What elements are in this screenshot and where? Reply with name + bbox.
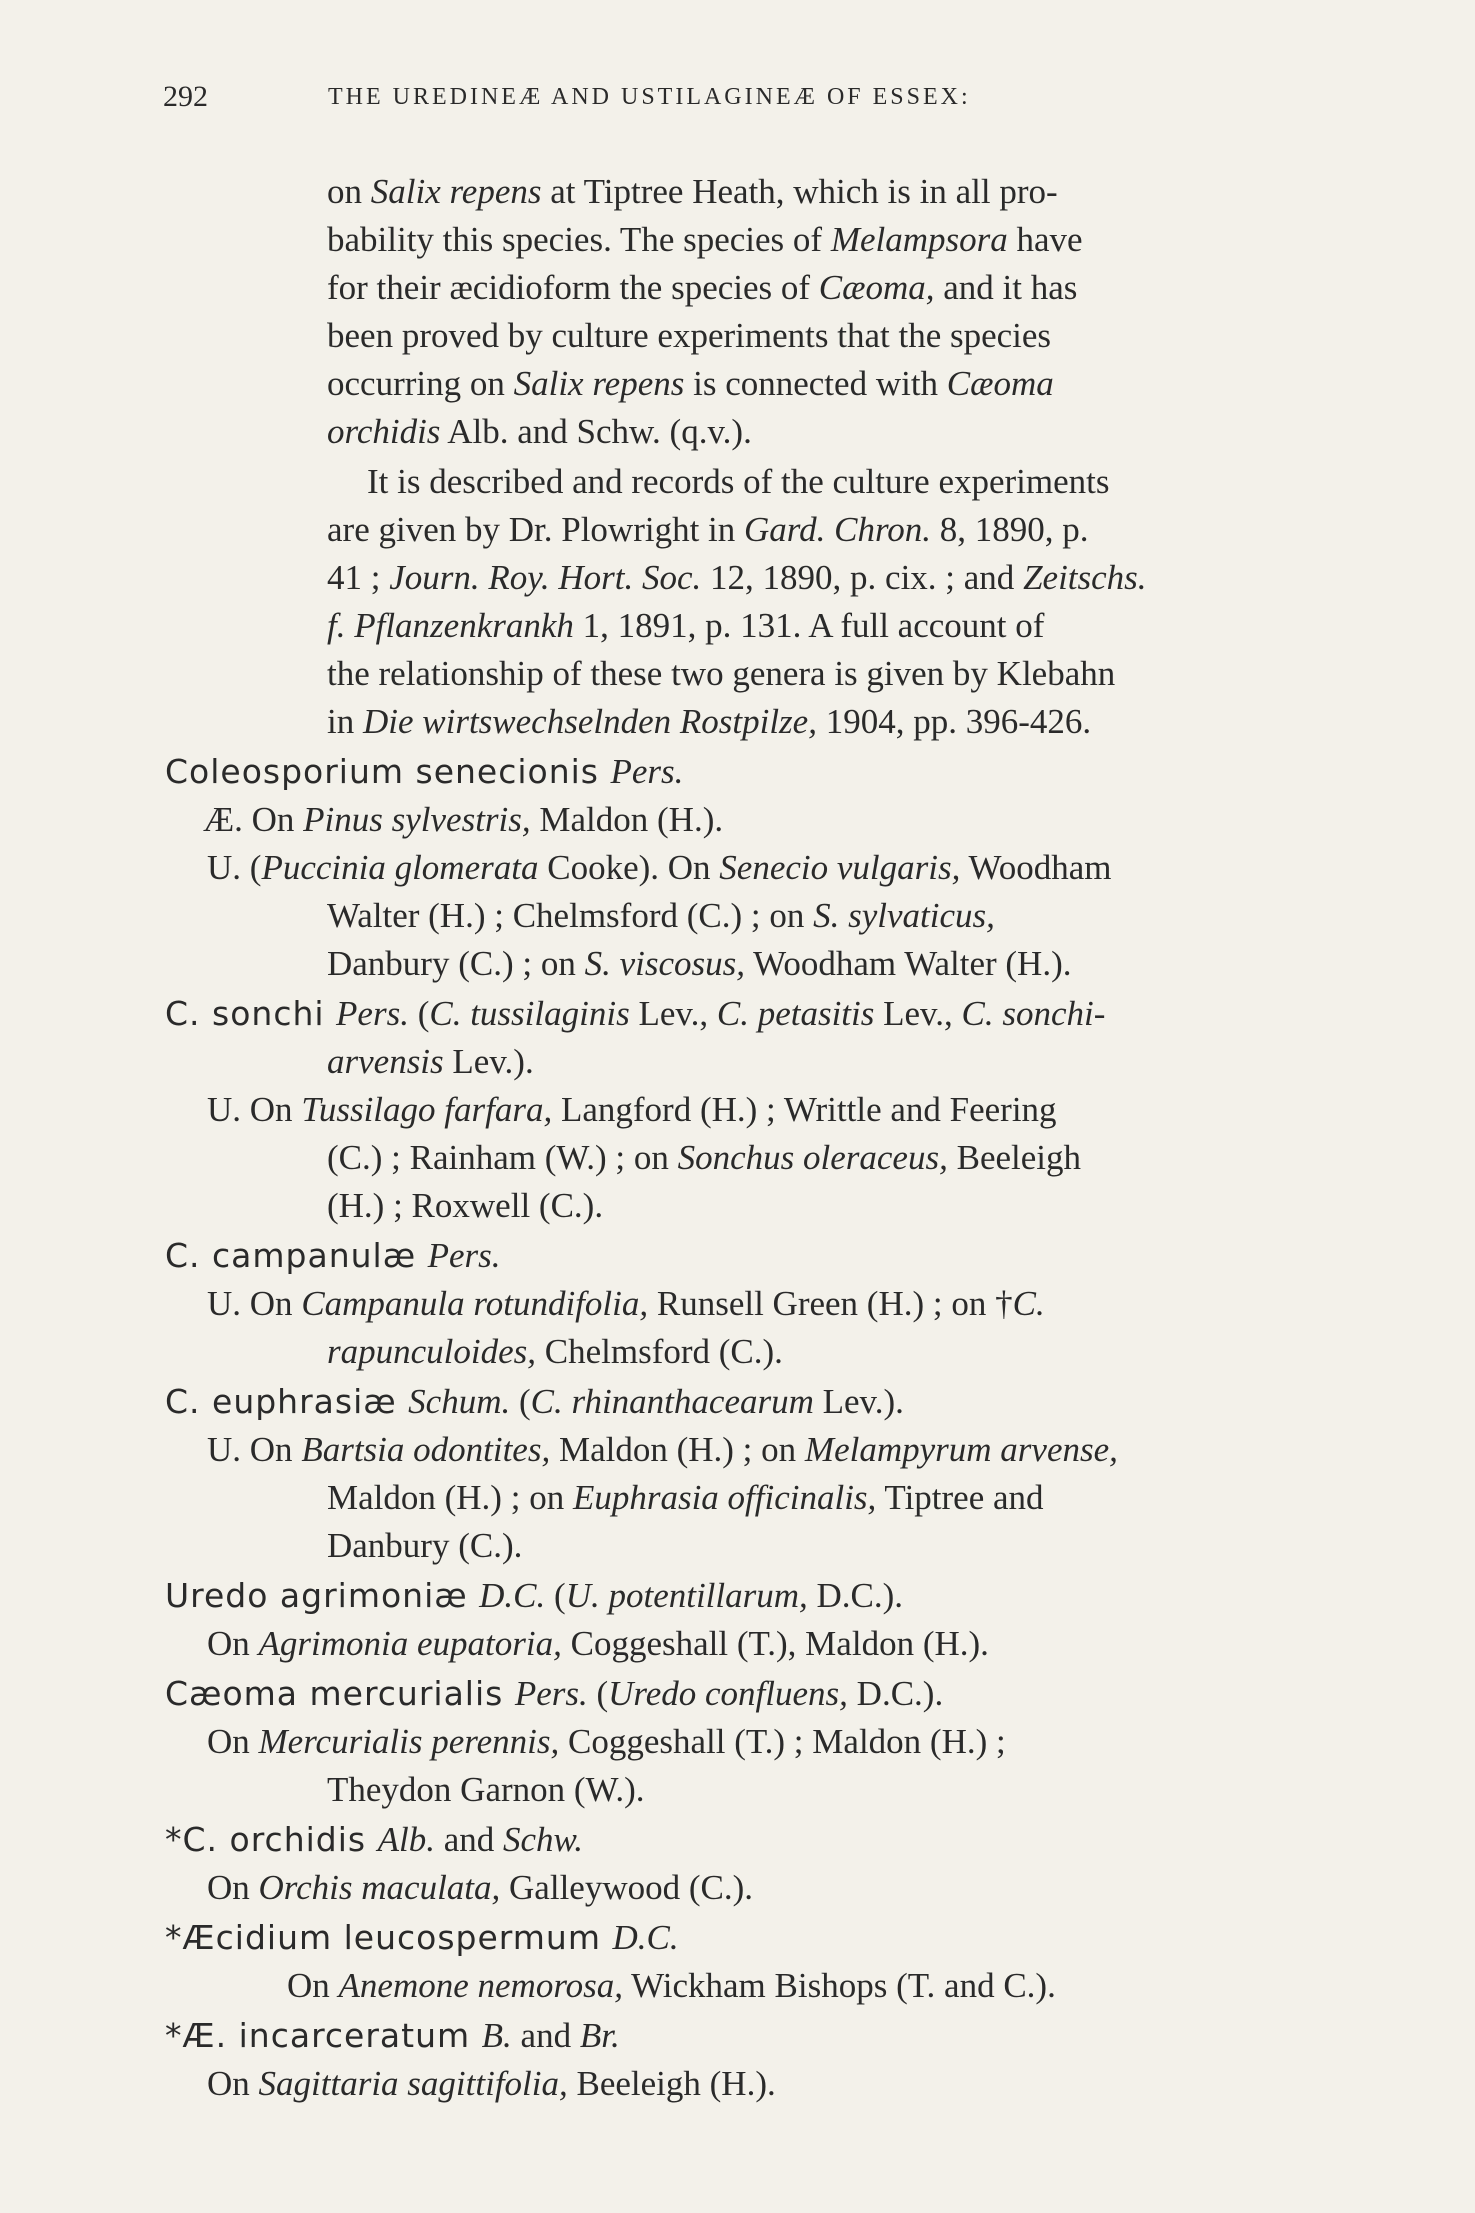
text-line: [165, 1572, 903, 1620]
italic-text: Pers.: [514, 1674, 588, 1713]
italic-text: S. viscosus,: [584, 944, 746, 983]
italic-text: Salix repens: [370, 172, 542, 211]
text-run: and: [434, 1820, 503, 1859]
italic-text: Die wirtswechselnden Rostpilze,: [362, 702, 817, 741]
text-run: 1904, pp. 396-426.: [816, 702, 1092, 741]
italic-text: arvensis: [327, 1042, 444, 1081]
italic-text: Cæoma,: [818, 268, 935, 307]
text-line: [327, 168, 1058, 216]
text-run: and it has: [934, 268, 1078, 307]
text-line: [327, 1328, 783, 1376]
text-run: Maldon (H.) ; on: [327, 1478, 573, 1517]
text-line: [165, 990, 1105, 1038]
text-run: are given by Dr. Plowright in: [327, 510, 745, 549]
text-line: [327, 892, 995, 940]
text-run: in: [327, 702, 363, 741]
text-run: Woodham Walter (H.).: [745, 944, 1072, 983]
text-run: Danbury (C.) ; on: [327, 944, 585, 983]
italic-text: f. Pflanzenkrankh: [327, 606, 574, 645]
text-run: Langford (H.) ; Writtle and Feering: [552, 1090, 1057, 1129]
text-run: D.C.).: [847, 1674, 944, 1713]
italic-text: Pers.: [427, 1236, 501, 1275]
italic-text: S. sylvaticus,: [813, 896, 995, 935]
text-line: [327, 216, 1083, 264]
text-line: [327, 360, 1054, 408]
text-line: [327, 1134, 1081, 1182]
italic-text: Campanula rotundifolia,: [301, 1284, 649, 1323]
italic-text: Cæoma: [946, 364, 1054, 403]
text-run: Alb. and Schw. (q.v.).: [440, 412, 752, 451]
text-run: D.C.).: [807, 1576, 904, 1615]
text-run: U. (: [207, 848, 262, 887]
text-run: Theydon Garnon (W.).: [327, 1770, 645, 1809]
text-run: (: [545, 1576, 566, 1615]
italic-text: C.: [1012, 1284, 1045, 1323]
text-line: [327, 1766, 645, 1814]
italic-text: Mercurialis perennis,: [258, 1722, 560, 1761]
italic-text: Schw.: [503, 1820, 584, 1859]
italic-text: C. rhinanthacearum: [530, 1382, 814, 1421]
text-line: [327, 506, 1089, 554]
text-run: (: [510, 1382, 531, 1421]
italic-text: Tussilago farfara,: [301, 1090, 553, 1129]
text-line: [165, 1378, 904, 1426]
text-run: the relationship of these two genera is given by Klebahn: [327, 654, 1116, 693]
text-run: On: [287, 1966, 339, 2005]
text-run: and: [511, 2016, 580, 2055]
text-line: [165, 2012, 620, 2060]
italic-text: Salix repens: [513, 364, 685, 403]
text-line: [207, 1426, 1118, 1474]
italic-text: Journ. Roy. Hort. Soc.: [389, 558, 702, 597]
text-line: [165, 1232, 501, 1280]
text-run: 12, 1890, p. cix. ; and: [701, 558, 1024, 597]
text-run: at Tiptree Heath, which is in all pro-: [541, 172, 1058, 211]
text-run: on: [327, 172, 371, 211]
species-name: *Æ. incarceratum: [165, 2016, 482, 2055]
text-run: Walter (H.) ; Chelmsford (C.) ; on: [327, 896, 814, 935]
text-run: On: [207, 1624, 259, 1663]
text-line: [207, 2060, 776, 2108]
text-run: Maldon (H.).: [530, 800, 724, 839]
italic-text: Alb.: [377, 1820, 435, 1859]
text-run: bability this species. The species of: [327, 220, 831, 259]
text-run: (: [587, 1674, 609, 1713]
text-run: On: [207, 1868, 259, 1907]
italic-text: Melampsora: [830, 220, 1008, 259]
italic-text: Br.: [579, 2016, 620, 2055]
text-run: Coggeshall (T.) ; Maldon (H.) ;: [559, 1722, 1006, 1761]
italic-text: Orchis maculata,: [258, 1868, 501, 1907]
text-run: Runsell Green (H.) ; on †: [648, 1284, 1013, 1323]
text-run: U. On: [207, 1284, 302, 1323]
text-run: Tiptree and: [876, 1478, 1044, 1517]
text-run: is connected with: [684, 364, 947, 403]
italic-text: Pinus sylvestris,: [303, 800, 531, 839]
text-line: [327, 1182, 603, 1230]
text-run: Galleywood (C.).: [500, 1868, 754, 1907]
italic-text: C. sonchi-: [961, 994, 1106, 1033]
italic-text: Gard. Chron.: [744, 510, 932, 549]
text-line: [207, 1086, 1057, 1134]
species-name: Uredo agrimoniæ: [165, 1576, 480, 1615]
text-run: have: [1007, 220, 1083, 259]
text-line: [327, 408, 752, 456]
text-run: Maldon (H.) ; on: [550, 1430, 805, 1469]
italic-text: D.C.: [479, 1576, 546, 1615]
text-run: Æ. On: [203, 800, 304, 839]
text-run: Lev.,: [874, 994, 962, 1033]
text-run: On: [207, 2064, 259, 2103]
italic-text: B.: [481, 2016, 512, 2055]
text-line: [327, 1474, 1044, 1522]
species-name: *C. orchidis: [165, 1820, 378, 1859]
italic-text: Puccinia glomerata: [261, 848, 539, 887]
text-line: [207, 1864, 753, 1912]
italic-text: C. tussilaginis: [429, 994, 630, 1033]
text-line: [327, 650, 1115, 698]
text-line: [165, 748, 683, 796]
italic-text: rapunculoides,: [327, 1332, 537, 1371]
text-line: [207, 1620, 989, 1668]
text-line: [165, 1914, 679, 1962]
running-title: THE UREDINEÆ AND USTILAGINEÆ OF ESSEX:: [328, 84, 971, 110]
text-run: Cooke). On: [538, 848, 720, 887]
italic-text: Euphrasia officinalis,: [572, 1478, 877, 1517]
page-number: 292: [163, 80, 208, 113]
italic-text: U. potentillarum,: [565, 1576, 808, 1615]
text-run: Woodham: [960, 848, 1112, 887]
text-line: [207, 1718, 1006, 1766]
italic-text: Pers.: [610, 752, 684, 791]
text-run: U. On: [207, 1090, 302, 1129]
text-line: [327, 1038, 534, 1086]
text-run: Lev.,: [629, 994, 717, 1033]
text-run: On: [207, 1722, 259, 1761]
text-run: Danbury (C.).: [327, 1526, 523, 1565]
text-line: [327, 312, 1051, 360]
text-run: Beeleigh (H.).: [567, 2064, 776, 2103]
text-line: [327, 554, 1147, 602]
text-run: 8, 1890, p.: [931, 510, 1089, 549]
text-run: been proved by culture experiments that the species: [327, 316, 1052, 355]
species-name: C. euphrasiæ: [165, 1382, 409, 1421]
italic-text: Senecio vulgaris,: [719, 848, 961, 887]
text-run: 41 ;: [327, 558, 390, 597]
italic-text: Melampyrum arvense,: [804, 1430, 1118, 1469]
species-name: C. sonchi: [165, 994, 337, 1033]
text-line: [165, 1670, 943, 1718]
text-run: Lev.).: [813, 1382, 904, 1421]
text-run: Beeleigh: [947, 1138, 1081, 1177]
text-run: Chelmsford (C.).: [536, 1332, 783, 1371]
species-name: *Æcidium leucospermum: [165, 1918, 613, 1957]
text-run: (H.) ; Roxwell (C.).: [327, 1186, 604, 1225]
italic-text: Zeitschs.: [1023, 558, 1147, 597]
italic-text: Anemone nemorosa,: [338, 1966, 624, 2005]
italic-text: Agrimonia eupatoria,: [258, 1624, 562, 1663]
text-run: (C.) ; Rainham (W.) ; on: [327, 1138, 678, 1177]
text-line: [165, 1816, 583, 1864]
species-name: C. campanulæ: [165, 1236, 428, 1275]
text-run: for their æcidioform the species of: [327, 268, 819, 307]
text-run: It is described and records of the culture experiments: [367, 462, 1110, 501]
text-run: 1, 1891, p. 131. A full account of: [573, 606, 1045, 645]
text-run: occurring on: [327, 364, 514, 403]
italic-text: D.C.: [612, 1918, 679, 1957]
italic-text: orchidis: [327, 412, 441, 451]
italic-text: Schum.: [408, 1382, 511, 1421]
text-line: [327, 940, 1071, 988]
text-run: U. On: [207, 1430, 302, 1469]
text-run: Wickham Bishops (T. and C.).: [623, 1966, 1056, 2005]
italic-text: Bartsia odontites,: [301, 1430, 551, 1469]
text-line: [287, 1962, 1056, 2010]
italic-text: Pers.: [336, 994, 409, 1033]
text-line: [203, 796, 723, 844]
text-run: (: [408, 994, 430, 1033]
text-line: [367, 458, 1110, 506]
text-line: [207, 844, 1111, 892]
species-name: Cæoma mercurialis: [165, 1674, 515, 1713]
text-line: [207, 1280, 1045, 1328]
italic-text: Sagittaria sagittifolia,: [258, 2064, 568, 2103]
text-run: Coggeshall (T.), Maldon (H.).: [561, 1624, 989, 1663]
text-line: [327, 602, 1044, 650]
text-line: [327, 264, 1077, 312]
species-name: Coleosporium senecionis: [165, 752, 611, 791]
italic-text: C. petasitis: [716, 994, 875, 1033]
text-line: [327, 698, 1091, 746]
italic-text: Uredo confluens,: [608, 1674, 848, 1713]
text-line: [327, 1522, 522, 1570]
text-run: Lev.).: [443, 1042, 534, 1081]
italic-text: Sonchus oleraceus,: [677, 1138, 948, 1177]
